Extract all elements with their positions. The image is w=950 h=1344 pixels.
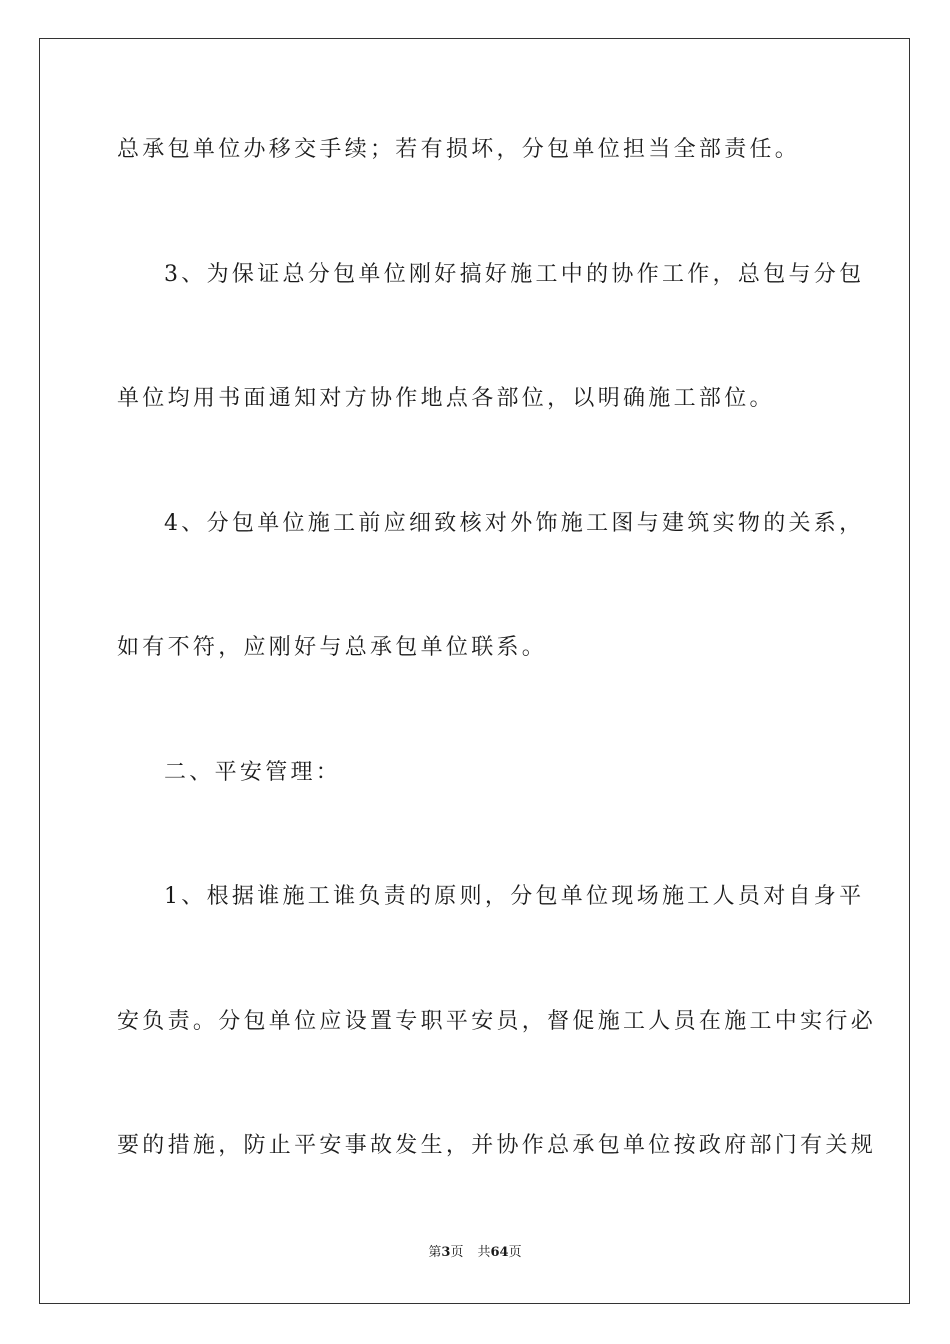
section-heading: 二、平安管理： [164, 760, 342, 785]
page-border [39, 38, 910, 1304]
paragraph-line: 安负责。分包单位应设置专职平安员，督促施工人员在施工中实行必 [117, 1009, 877, 1034]
footer-total-prefix: 共 [477, 1245, 491, 1260]
footer-total-pages: 64 [490, 1245, 509, 1260]
paragraph-line: 单位均用书面通知对方协作地点各部位，以明确施工部位。 [117, 386, 775, 411]
footer-page-prefix: 第 [428, 1245, 442, 1260]
footer-page-suffix: 页 [450, 1245, 464, 1260]
paragraph-line: 总承包单位办移交手续；若有损坏，分包单位担当全部责任。 [117, 137, 801, 162]
footer-total-suffix: 页 [508, 1245, 522, 1260]
paragraph-line: 要的措施，防止平安事故发生，并协作总承包单位按政府部门有关规 [117, 1133, 877, 1158]
paragraph-line: 1、根据谁施工谁负责的原则，分包单位现场施工人员对自身平 [164, 884, 865, 909]
paragraph-line: 4、分包单位施工前应细致核对外饰施工图与建筑实物的关系， [164, 511, 865, 536]
paragraph-line: 如有不符，应刚好与总承包单位联系。 [117, 635, 548, 660]
footer-page-number: 3 [441, 1245, 451, 1260]
paragraph-line: 3、为保证总分包单位刚好搞好施工中的协作工作，总包与分包 [164, 262, 865, 287]
page-footer [0, 1244, 950, 1262]
